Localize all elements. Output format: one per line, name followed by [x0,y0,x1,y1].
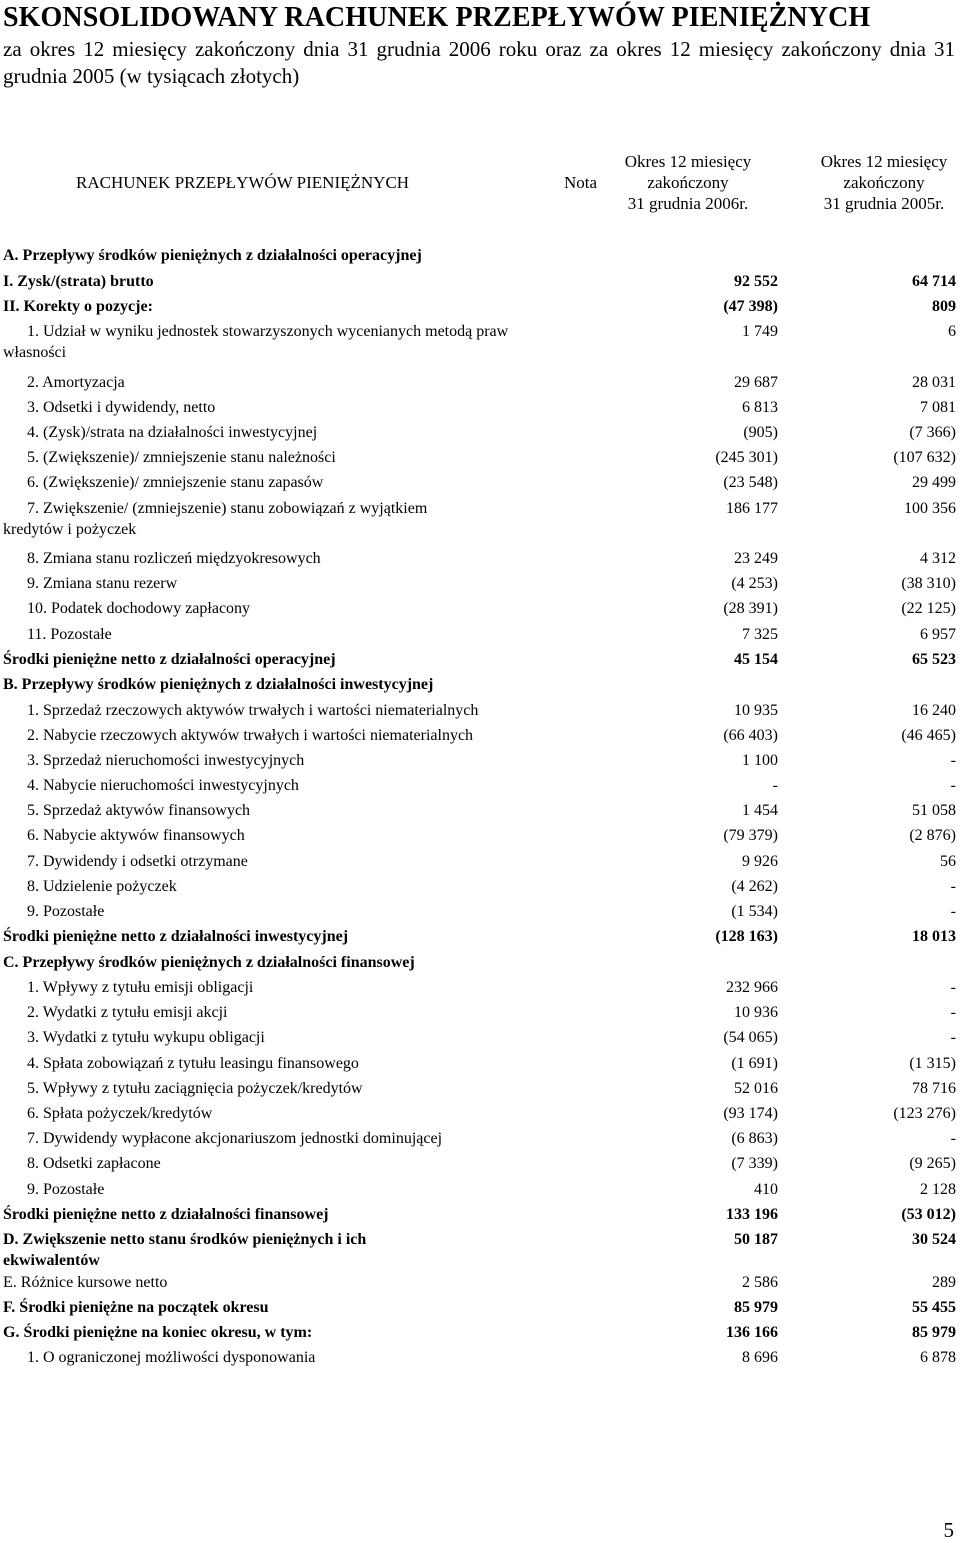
row-label: 3. Wydatki z tytułu wykupu obligacji [27,1029,265,1046]
row-label: 1. Udział w wyniku jednostek stowarzyszonych wycenianych metodą praw własności [3,323,509,361]
row-label: 8. Odsetki zapłacone [27,1155,161,1172]
value-2006: 8 696 [742,1349,778,1366]
value-2005: 18 013 [912,928,956,945]
row-label: 10. Podatek dochodowy zapłacony [27,600,251,617]
value-2006: 29 687 [734,374,778,391]
row-label: 9. Zmiana stanu rezerw [27,575,178,592]
period-2005-line-2: zakończony [843,173,925,192]
value-2005: (53 012) [901,1206,956,1223]
value-2005: - [950,1130,956,1147]
value-2006: 10 936 [734,1004,778,1021]
value-2005: 7 081 [920,399,956,416]
value-2006: (1 534) [731,903,778,920]
value-2005: 2 128 [920,1181,956,1198]
period-2005-line-1: Okres 12 miesięcy [820,152,948,171]
row-label: D. Zwiększenie netto stanu środków pieniężnych i ich ekwiwalentów [3,1231,367,1269]
row-label: 6. (Zwiększenie)/ zmniejszenie stanu zapasów [27,474,324,491]
value-2006: 52 016 [734,1080,778,1097]
value-2005: (123 276) [893,1105,956,1122]
value-2005: 85 979 [912,1324,956,1341]
row-label: 7. Dywidendy i odsetki otrzymane [27,853,248,870]
row-label: 1. Sprzedaż rzeczowych aktywów trwałych i wartości niematerialnych [27,702,479,719]
value-2006: 45 154 [734,651,778,668]
value-2006: 6 813 [742,399,778,416]
value-2005: (2 876) [909,827,956,844]
value-2005: 56 [940,853,956,870]
value-2005: 65 523 [912,651,956,668]
row-label: I. Zysk/(strata) brutto [3,273,154,290]
row-label: II. Korekty o pozycje: [3,298,153,315]
value-2005: 30 524 [912,1231,956,1248]
value-2005: - [950,1004,956,1021]
value-2005: 6 878 [920,1349,956,1366]
value-2005: 51 058 [912,802,956,819]
value-2005: (9 265) [909,1155,956,1172]
period-2006-line-2: zakończony [647,173,729,192]
value-2006: (245 301) [715,449,778,466]
value-2006: 232 966 [726,979,778,996]
value-2006: (23 548) [723,474,778,491]
value-2005: 289 [932,1274,956,1291]
value-2006: (7 339) [731,1155,778,1172]
row-label: 11. Pozostałe [27,626,112,643]
value-2006: 50 187 [734,1231,778,1248]
value-2005: 6 957 [920,626,956,643]
row-label: B. Przepływy środków pieniężnych z działalności inwestycyjnej [3,676,434,693]
row-label: G. Środki pieniężne na koniec okresu, w tym: [3,1324,313,1341]
row-label: E. Różnice kursowe netto [3,1274,168,1291]
row-label: 1. O ograniczonej możliwości dysponowania [27,1349,316,1366]
value-2006: (128 163) [715,928,778,945]
value-2006: (47 398) [723,298,778,315]
value-2006: 186 177 [726,500,778,517]
value-2006: 85 979 [734,1299,778,1316]
value-2006: 2 586 [742,1274,778,1291]
value-2005: - [950,979,956,996]
value-2006: (54 065) [723,1029,778,1046]
row-label: 2. Wydatki z tytułu emisji akcji [27,1004,228,1021]
value-2005: 55 455 [912,1299,956,1316]
value-2006: (28 391) [723,600,778,617]
period-2005-line-3: 31 grudnia 2005r. [823,194,945,213]
value-2006: 10 935 [734,702,778,719]
value-2006: 92 552 [734,273,778,290]
value-2006: (79 379) [723,827,778,844]
value-2005: 4 312 [920,550,956,567]
row-label: 6. Spłata pożyczek/kredytów [27,1105,213,1122]
value-2005: 28 031 [912,374,956,391]
value-2006: (905) [743,424,778,441]
value-2006: (6 863) [731,1130,778,1147]
value-2006: - [772,777,778,794]
row-label: C. Przepływy środków pieniężnych z działalności finansowej [3,954,415,971]
row-label: 4. Nabycie nieruchomości inwestycyjnych [27,777,299,794]
row-label: 4. Spłata zobowiązań z tytułu leasingu finansowego [27,1055,359,1072]
row-label: Środki pieniężne netto z działalności inwestycyjnej [3,928,349,945]
page-number: 5 [943,1518,954,1542]
value-2005: (107 632) [893,449,956,466]
value-2006: 7 325 [742,626,778,643]
period-2006-line-1: Okres 12 miesięcy [624,152,752,171]
row-label: Środki pieniężne netto z działalności operacyjnej [3,651,336,668]
row-label: 7. Zwiększenie/ (zmniejszenie) stanu zobowiązań z wyjątkiem kredytów i pożyczek [3,500,428,538]
row-label: 9. Pozostałe [27,903,105,920]
row-label: Środki pieniężne netto z działalności finansowej [3,1206,329,1223]
value-2005: - [950,878,956,895]
value-2005: (22 125) [901,600,956,617]
row-label: 5. (Zwiększenie)/ zmniejszenie stanu należności [27,449,336,466]
value-2005: 78 716 [912,1080,956,1097]
value-2006: (93 174) [723,1105,778,1122]
row-label: A. Przepływy środków pieniężnych z działalności operacyjnej [3,247,422,264]
value-2006: (4 253) [731,575,778,592]
value-2006: 136 166 [726,1324,778,1341]
value-2005: - [950,752,956,769]
value-2006: 133 196 [726,1206,778,1223]
value-2006: 410 [754,1181,778,1198]
document-subtitle: za okres 12 miesięcy zakończony dnia 31 grudnia 2006 roku oraz za okres 12 miesięcy zakończony dnia 31 grudnia 2005 (w tysiącach złotych) [3,37,955,88]
value-2005: 29 499 [912,474,956,491]
row-label: 5. Sprzedaż aktywów finansowych [27,802,251,819]
value-2006: 23 249 [734,550,778,567]
table-header-label: RACHUNEK PRZEPŁYWÓW PIENIĘŻNYCH [76,173,410,192]
value-2006: 1 454 [742,802,778,819]
row-label: 3. Sprzedaż nieruchomości inwestycyjnych [27,752,305,769]
value-2005: 6 [948,323,956,340]
value-2005: (1 315) [909,1055,956,1072]
value-2005: 100 356 [904,500,956,517]
value-2005: - [950,1029,956,1046]
value-2006: 9 926 [742,853,778,870]
row-label: 8. Udzielenie pożyczek [27,878,177,895]
value-2005: 809 [932,298,956,315]
value-2005: (7 366) [909,424,956,441]
value-2005: - [950,777,956,794]
value-2005: 64 714 [912,273,956,290]
table-header-nota: Nota [564,173,598,192]
row-label: 9. Pozostałe [27,1181,105,1198]
row-label: 4. (Zysk)/strata na działalności inwestycyjnej [27,424,318,441]
value-2005: 16 240 [912,702,956,719]
value-2006: 1 100 [742,752,778,769]
row-label: 5. Wpływy z tytułu zaciągnięcia pożyczek/kredytów [27,1080,363,1097]
row-label: 7. Dywidendy wypłacone akcjonariuszom jednostki dominującej [27,1130,443,1147]
value-2006: (66 403) [723,727,778,744]
value-2006: 1 749 [742,323,778,340]
document-title: SKONSOLIDOWANY RACHUNEK PRZEPŁYWÓW PIENIĘŻNYCH [3,2,871,33]
value-2005: (38 310) [901,575,956,592]
period-2006-line-3: 31 grudnia 2006r. [627,194,749,213]
row-label: F. Środki pieniężne na początek okresu [3,1299,269,1316]
value-2006: (4 262) [731,878,778,895]
row-label: 6. Nabycie aktywów finansowych [27,827,245,844]
value-2005: (46 465) [901,727,956,744]
row-label: 1. Wpływy z tytułu emisji obligacji [27,979,254,996]
value-2005: - [950,903,956,920]
row-label: 3. Odsetki i dywidendy, netto [27,399,216,416]
row-label: 2. Nabycie rzeczowych aktywów trwałych i wartości niematerialnych [27,727,474,744]
row-label: 2. Amortyzacja [27,374,125,391]
value-2006: (1 691) [731,1055,778,1072]
row-label: 8. Zmiana stanu rozliczeń międzyokresowych [27,550,321,567]
